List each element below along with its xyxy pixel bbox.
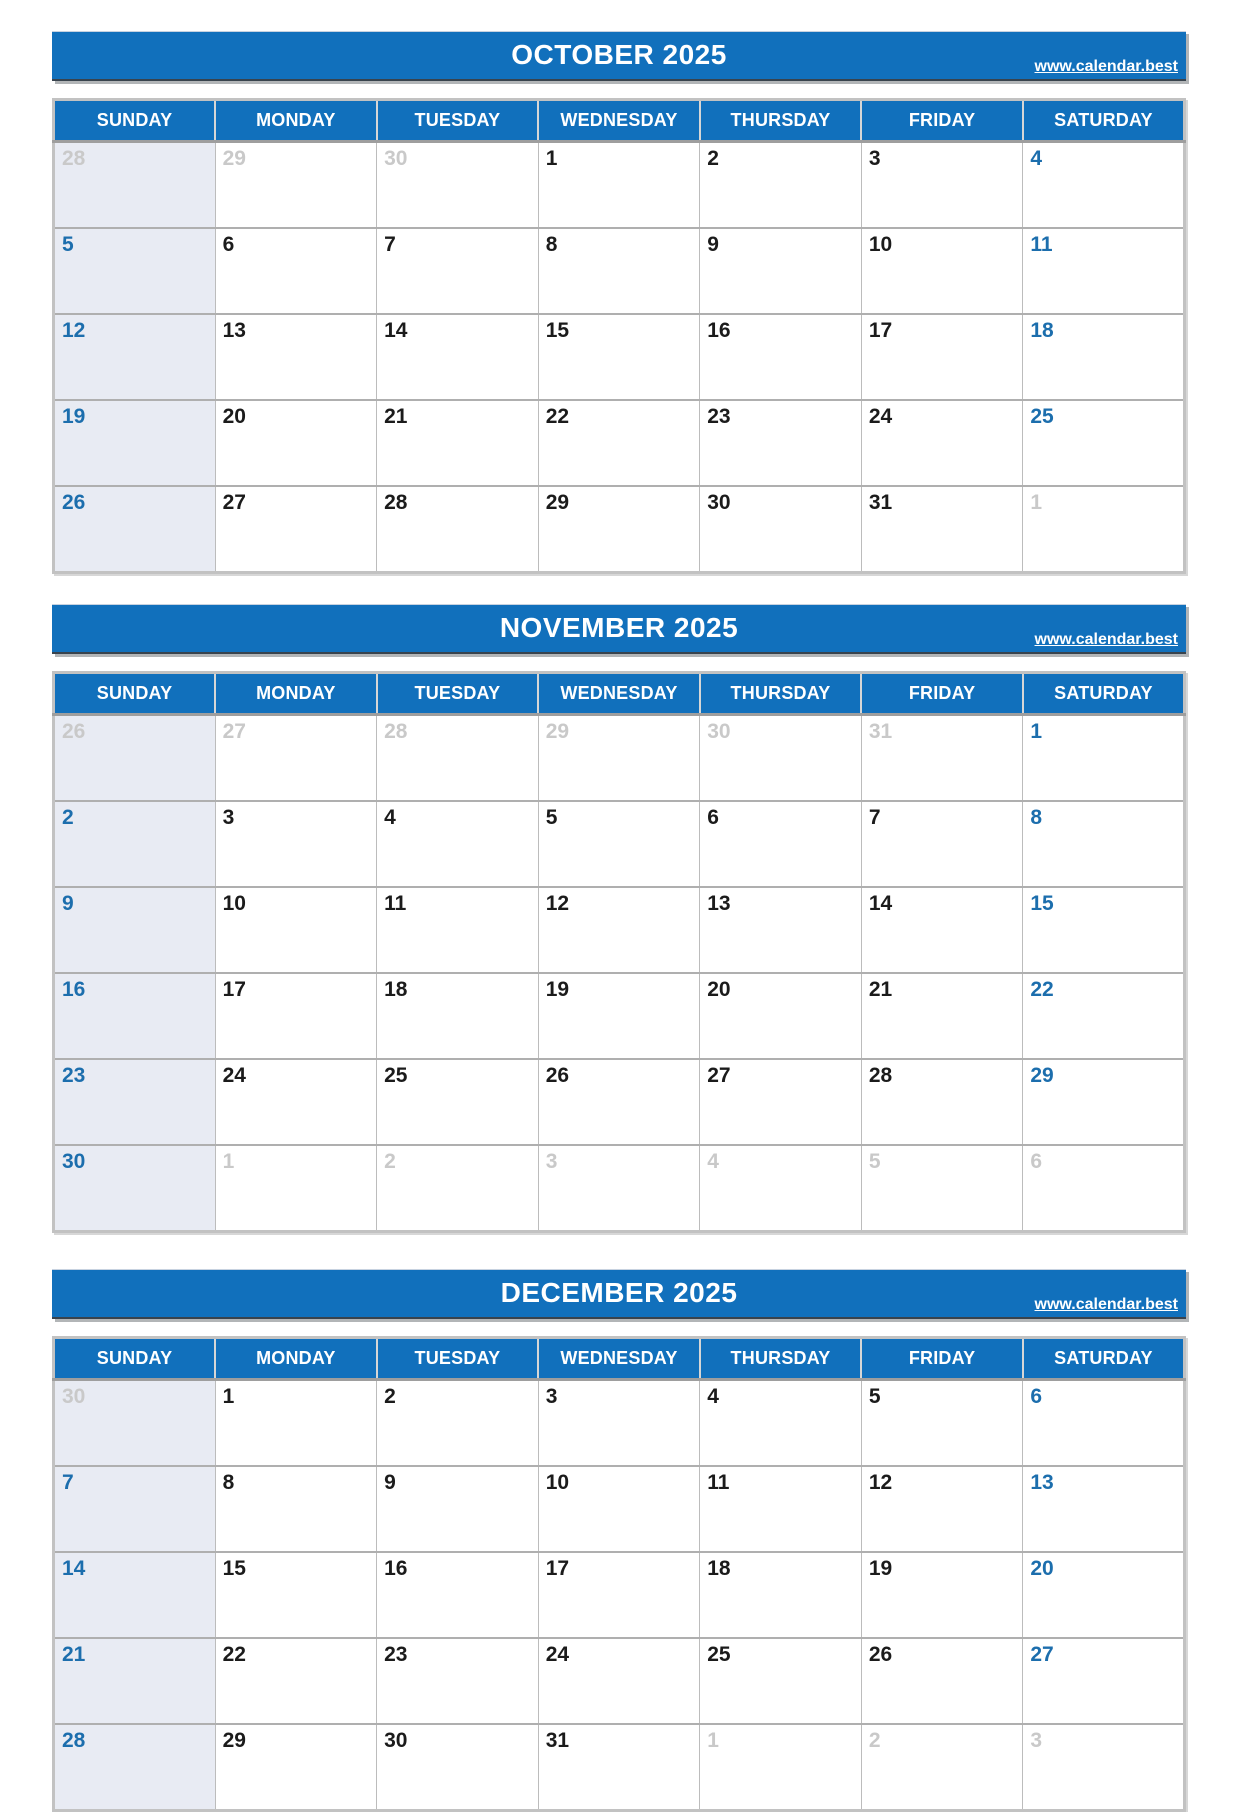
weekday-header-cell: SUNDAY: [54, 1338, 216, 1380]
date-cell: 10: [538, 1466, 700, 1552]
date-cell: 31: [861, 486, 1023, 573]
date-cell: 18: [377, 973, 539, 1059]
date-cell: 9: [377, 1466, 539, 1552]
date-cell: 7: [861, 801, 1023, 887]
date-cell: 14: [377, 314, 539, 400]
date-cell: 23: [700, 400, 862, 486]
date-cell: 14: [861, 887, 1023, 973]
date-cell: 27: [215, 486, 377, 573]
date-cell: 17: [861, 314, 1023, 400]
weekday-header: [54, 1338, 1185, 1380]
weekday-header-cell: WEDNESDAY: [538, 100, 700, 142]
date-cell: 13: [215, 314, 377, 400]
date-cell: 3: [538, 1380, 700, 1467]
weekday-header-row: [54, 1338, 1185, 1380]
month-section: [52, 1269, 1186, 1812]
date-cell: 1: [700, 1724, 862, 1811]
date-cell: 7: [377, 228, 539, 314]
date-cell: 1: [538, 142, 700, 229]
date-cell: 16: [700, 314, 862, 400]
date-cell: 21: [861, 973, 1023, 1059]
weeks-body: [54, 1380, 1185, 1811]
date-cell: 14: [54, 1552, 216, 1638]
date-cell: 5: [861, 1145, 1023, 1232]
month-title-bar: [52, 1269, 1186, 1319]
date-cell: 25: [1023, 400, 1185, 486]
date-cell: 20: [700, 973, 862, 1059]
month-grid-table: [52, 98, 1186, 574]
date-cell: 26: [54, 486, 216, 573]
date-cell: 4: [700, 1145, 862, 1232]
date-cell: 18: [1023, 314, 1185, 400]
weekday-header-row: [54, 100, 1185, 142]
date-cell: 24: [861, 400, 1023, 486]
date-cell: 21: [54, 1638, 216, 1724]
date-cell: 2: [54, 801, 216, 887]
date-cell: 24: [538, 1638, 700, 1724]
date-cell: 15: [215, 1552, 377, 1638]
weekday-header-cell: FRIDAY: [861, 1338, 1023, 1380]
weekday-header-row: [54, 673, 1185, 715]
date-cell: 25: [377, 1059, 539, 1145]
date-cell: 9: [54, 887, 216, 973]
date-cell: 30: [700, 486, 862, 573]
date-cell: 5: [54, 228, 216, 314]
month-title-bar: [52, 31, 1186, 81]
month-title: OCTOBER 2025: [511, 39, 727, 70]
date-cell: 28: [377, 715, 539, 802]
weekday-header-cell: TUESDAY: [377, 673, 539, 715]
date-cell: 30: [377, 142, 539, 229]
date-cell: 28: [377, 486, 539, 573]
date-cell: 22: [215, 1638, 377, 1724]
date-cell: 3: [215, 801, 377, 887]
date-cell: 4: [1023, 142, 1185, 229]
weekday-header-cell: TUESDAY: [377, 100, 539, 142]
date-cell: 3: [1023, 1724, 1185, 1811]
week-row: [54, 486, 1185, 573]
date-cell: 29: [1023, 1059, 1185, 1145]
date-cell: 26: [54, 715, 216, 802]
date-cell: 26: [861, 1638, 1023, 1724]
weekday-header-cell: WEDNESDAY: [538, 1338, 700, 1380]
weeks-body: [54, 142, 1185, 573]
week-row: [54, 1466, 1185, 1552]
date-cell: 10: [215, 887, 377, 973]
date-cell: 8: [538, 228, 700, 314]
week-row: [54, 1638, 1185, 1724]
date-cell: 2: [377, 1380, 539, 1467]
date-cell: 5: [861, 1380, 1023, 1467]
date-cell: 16: [377, 1552, 539, 1638]
week-row: [54, 1145, 1185, 1232]
date-cell: 19: [538, 973, 700, 1059]
date-cell: 20: [215, 400, 377, 486]
week-row: [54, 1724, 1185, 1811]
weekday-header: [54, 673, 1185, 715]
weekday-header-cell: THURSDAY: [700, 1338, 862, 1380]
date-cell: 30: [377, 1724, 539, 1811]
date-cell: 10: [861, 228, 1023, 314]
weekday-header-cell: TUESDAY: [377, 1338, 539, 1380]
date-cell: 3: [538, 1145, 700, 1232]
date-cell: 21: [377, 400, 539, 486]
month-grid-table: [52, 671, 1186, 1233]
weekday-header-cell: SATURDAY: [1023, 673, 1185, 715]
date-cell: 9: [700, 228, 862, 314]
month-grid-table: [52, 1336, 1186, 1812]
weekday-header-cell: FRIDAY: [861, 100, 1023, 142]
date-cell: 15: [538, 314, 700, 400]
date-cell: 15: [1023, 887, 1185, 973]
date-cell: 28: [861, 1059, 1023, 1145]
weekday-header-cell: SUNDAY: [54, 100, 216, 142]
date-cell: 6: [1023, 1380, 1185, 1467]
week-row: [54, 142, 1185, 229]
date-cell: 2: [861, 1724, 1023, 1811]
month-section: [52, 604, 1186, 1233]
months-container: [52, 31, 1186, 1812]
date-cell: 19: [54, 400, 216, 486]
date-cell: 2: [700, 142, 862, 229]
date-cell: 5: [538, 801, 700, 887]
date-cell: 29: [538, 715, 700, 802]
week-row: [54, 801, 1185, 887]
date-cell: 31: [538, 1724, 700, 1811]
date-cell: 27: [215, 715, 377, 802]
week-row: [54, 228, 1185, 314]
date-cell: 29: [215, 1724, 377, 1811]
date-cell: 12: [54, 314, 216, 400]
site-link[interactable]: www.calendar.best: [1034, 1296, 1178, 1314]
date-cell: 7: [54, 1466, 216, 1552]
month-title: DECEMBER 2025: [500, 1277, 738, 1308]
date-cell: 27: [1023, 1638, 1185, 1724]
date-cell: 6: [1023, 1145, 1185, 1232]
month-section: [52, 31, 1186, 574]
weeks-body: [54, 715, 1185, 1232]
date-cell: 30: [700, 715, 862, 802]
weekday-header-cell: SUNDAY: [54, 673, 216, 715]
weekday-header-cell: THURSDAY: [700, 100, 862, 142]
date-cell: 18: [700, 1552, 862, 1638]
site-link[interactable]: www.calendar.best: [1034, 58, 1178, 76]
month-title-bar: [52, 604, 1186, 654]
date-cell: 31: [861, 715, 1023, 802]
date-cell: 22: [538, 400, 700, 486]
weekday-header-cell: MONDAY: [215, 100, 377, 142]
week-row: [54, 400, 1185, 486]
weekday-header-cell: SATURDAY: [1023, 100, 1185, 142]
date-cell: 28: [54, 1724, 216, 1811]
date-cell: 30: [54, 1380, 216, 1467]
date-cell: 6: [700, 801, 862, 887]
weekday-header-cell: MONDAY: [215, 673, 377, 715]
month-title: NOVEMBER 2025: [499, 612, 739, 643]
date-cell: 12: [861, 1466, 1023, 1552]
date-cell: 30: [54, 1145, 216, 1232]
date-cell: 26: [538, 1059, 700, 1145]
date-cell: 1: [1023, 715, 1185, 802]
date-cell: 20: [1023, 1552, 1185, 1638]
weekday-header-cell: FRIDAY: [861, 673, 1023, 715]
week-row: [54, 715, 1185, 802]
date-cell: 11: [377, 887, 539, 973]
date-cell: 29: [215, 142, 377, 229]
date-cell: 13: [700, 887, 862, 973]
date-cell: 11: [1023, 228, 1185, 314]
date-cell: 17: [538, 1552, 700, 1638]
date-cell: 29: [538, 486, 700, 573]
date-cell: 8: [215, 1466, 377, 1552]
week-row: [54, 1552, 1185, 1638]
date-cell: 25: [700, 1638, 862, 1724]
weekday-header-cell: WEDNESDAY: [538, 673, 700, 715]
week-row: [54, 314, 1185, 400]
date-cell: 17: [215, 973, 377, 1059]
date-cell: 23: [54, 1059, 216, 1145]
date-cell: 28: [54, 142, 216, 229]
date-cell: 2: [377, 1145, 539, 1232]
date-cell: 1: [215, 1145, 377, 1232]
date-cell: 22: [1023, 973, 1185, 1059]
date-cell: 1: [215, 1380, 377, 1467]
weekday-header-cell: THURSDAY: [700, 673, 862, 715]
date-cell: 11: [700, 1466, 862, 1552]
date-cell: 1: [1023, 486, 1185, 573]
weekday-header-cell: SATURDAY: [1023, 1338, 1185, 1380]
date-cell: 27: [700, 1059, 862, 1145]
weekday-header-cell: MONDAY: [215, 1338, 377, 1380]
date-cell: 12: [538, 887, 700, 973]
week-row: [54, 887, 1185, 973]
date-cell: 23: [377, 1638, 539, 1724]
date-cell: 8: [1023, 801, 1185, 887]
week-row: [54, 1380, 1185, 1467]
date-cell: 24: [215, 1059, 377, 1145]
week-row: [54, 1059, 1185, 1145]
date-cell: 6: [215, 228, 377, 314]
site-link[interactable]: www.calendar.best: [1034, 631, 1178, 649]
date-cell: 3: [861, 142, 1023, 229]
date-cell: 19: [861, 1552, 1023, 1638]
weekday-header: [54, 100, 1185, 142]
date-cell: 4: [700, 1380, 862, 1467]
date-cell: 13: [1023, 1466, 1185, 1552]
date-cell: 4: [377, 801, 539, 887]
date-cell: 16: [54, 973, 216, 1059]
week-row: [54, 973, 1185, 1059]
